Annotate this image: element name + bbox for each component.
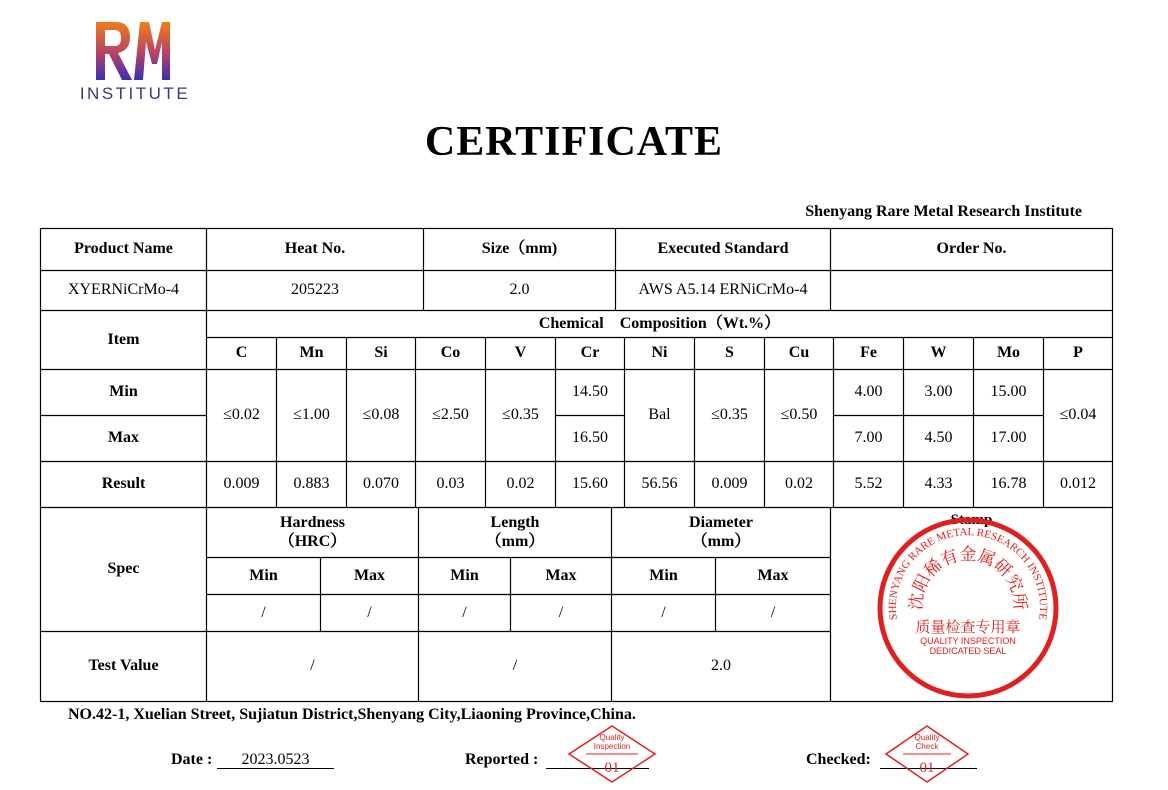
element-header: Si (374, 344, 388, 362)
stamp-label: Stamp (950, 512, 993, 529)
spec-label: Spec (107, 560, 140, 578)
page-title: CERTIFICATE (424, 119, 724, 165)
header-order-no: Order No. (936, 240, 1007, 258)
hardness-unit: （HRC） (278, 532, 347, 550)
element-header: W (930, 344, 947, 362)
header-standard: Executed Standard (657, 240, 789, 258)
hardness-label: Hardness (280, 514, 345, 532)
length-max-label: Max (545, 566, 577, 584)
composition-title: Chemical Composition（Wt.%） (538, 314, 781, 332)
element-header: Fe (860, 344, 877, 362)
limit-s: ≤0.35 (711, 406, 748, 424)
limit-co: ≤2.50 (432, 406, 469, 424)
test-diameter-value: 2.0 (711, 657, 731, 675)
order-no-value (831, 271, 1112, 310)
result-value: 0.883 (293, 475, 330, 493)
reported-quality-seal-icon (566, 724, 658, 784)
length-unit: （mm） (485, 532, 545, 550)
checked-quality-seal-icon (883, 724, 971, 784)
header-size: Size（mm) (481, 240, 558, 258)
spec-value: / (261, 603, 266, 621)
element-header: Cr (580, 344, 600, 362)
length-header (419, 508, 611, 557)
length-min-label: Min (450, 566, 479, 584)
reported-label: Reported : (465, 751, 539, 768)
result-value: 0.03 (436, 475, 465, 493)
seal-line1: QUALITY INSPECTION (920, 636, 1016, 646)
date-value: 2023.0523 (241, 751, 310, 768)
svg-text:Inspection: Inspection (593, 742, 631, 751)
element-header: P (1073, 344, 1083, 362)
min-label: Min (109, 383, 138, 401)
result-value: 0.02 (785, 475, 813, 493)
limit-si: ≤0.08 (362, 406, 400, 424)
length-label: Length (490, 514, 540, 532)
header-heat-no: Heat No. (284, 240, 346, 258)
spec-value: / (770, 603, 776, 621)
limit-v: ≤0.35 (502, 406, 539, 424)
standard-value: AWS A5.14 ERNiCrMo-4 (638, 281, 808, 299)
limit-cu: ≤0.50 (780, 406, 818, 424)
svg-text:Quality: Quality (599, 733, 625, 742)
test-length-value: / (512, 657, 518, 675)
limit-fe-min: 4.00 (854, 383, 883, 401)
seal-outer-text: SHENYANG RARE METAL RESEARCH INSTITUTE (886, 526, 1050, 621)
limit-w-min: 3.00 (924, 383, 953, 401)
limit-mo-max: 17.00 (990, 429, 1027, 447)
issuer-name: Shenyang Rare Metal Research Institute (805, 203, 1082, 220)
result-value: 0.070 (363, 475, 399, 493)
element-header: Ni (651, 344, 668, 362)
svg-text:01: 01 (604, 760, 620, 776)
spec-value: / (367, 603, 372, 621)
result-value: 0.009 (711, 475, 748, 493)
element-header: Mo (996, 344, 1021, 362)
checked-label: Checked: (806, 751, 871, 768)
diameter-label: Diameter (689, 514, 753, 532)
diameter-header (612, 508, 830, 557)
heat-no-value: 205223 (291, 281, 339, 299)
official-red-seal (874, 514, 1062, 702)
test-value-label: Test Value (88, 657, 159, 675)
hardness-max-label: Max (353, 566, 386, 584)
diameter-min-label: Min (649, 566, 678, 584)
size-value: 2.0 (509, 281, 530, 299)
result-value: 0.012 (1060, 475, 1096, 493)
result-value: 15.60 (572, 475, 608, 493)
item-label: Item (107, 330, 140, 348)
result-value: 16.78 (990, 475, 1027, 493)
result-value: 0.02 (506, 475, 535, 493)
svg-text:Quality: Quality (914, 733, 940, 742)
limit-mn: ≤1.00 (293, 406, 330, 424)
element-header: Mn (299, 344, 324, 362)
spec-value: / (558, 603, 564, 621)
result-value: 4.33 (924, 475, 953, 493)
limit-ni: Bal (648, 406, 671, 424)
seal-line2: DEDICATED SEAL (929, 646, 1007, 656)
diameter-max-label: Max (757, 566, 789, 584)
header-product-name: Product Name (74, 240, 173, 258)
element-header: C (235, 344, 248, 362)
date-label: Date : (171, 751, 213, 768)
limit-cr-max: 16.50 (572, 429, 608, 447)
limit-w-max: 4.50 (924, 429, 953, 447)
limit-cr-min: 14.50 (572, 383, 608, 401)
element-header: Cu (788, 344, 810, 362)
product-name-value: XYERNiCrMo-4 (67, 281, 180, 299)
test-hardness-value: / (310, 657, 315, 675)
result-value: 5.52 (854, 475, 883, 493)
svg-text:01: 01 (919, 760, 935, 776)
svg-text:Check: Check (915, 742, 939, 751)
limit-c: ≤0.02 (223, 406, 260, 424)
hardness-min-label: Min (249, 566, 278, 584)
diameter-unit: （mm） (691, 532, 751, 550)
max-label: Max (107, 429, 140, 447)
limit-p: ≤0.04 (1059, 406, 1097, 424)
element-header: V (514, 344, 527, 362)
address: NO.42-1, Xuelian Street, Sujiatun District,Shenyang City,Liaoning Province,China. (68, 706, 636, 723)
seal-chinese-arc: 沈阳稀有金属研究所 (906, 545, 1030, 611)
result-value: 0.009 (223, 475, 260, 493)
element-header: S (725, 344, 734, 362)
limit-mo-min: 15.00 (990, 383, 1027, 401)
spec-value: / (462, 603, 467, 621)
hardness-header (207, 508, 418, 557)
seal-chinese-center: 质量检查专用章 (915, 618, 1021, 636)
result-label: Result (101, 475, 146, 493)
spec-value: / (661, 603, 666, 621)
result-value: 56.56 (641, 475, 678, 493)
logo-subtitle: INSTITUTE (79, 84, 191, 103)
element-header: Co (440, 344, 461, 362)
limit-fe-max: 7.00 (854, 429, 883, 447)
